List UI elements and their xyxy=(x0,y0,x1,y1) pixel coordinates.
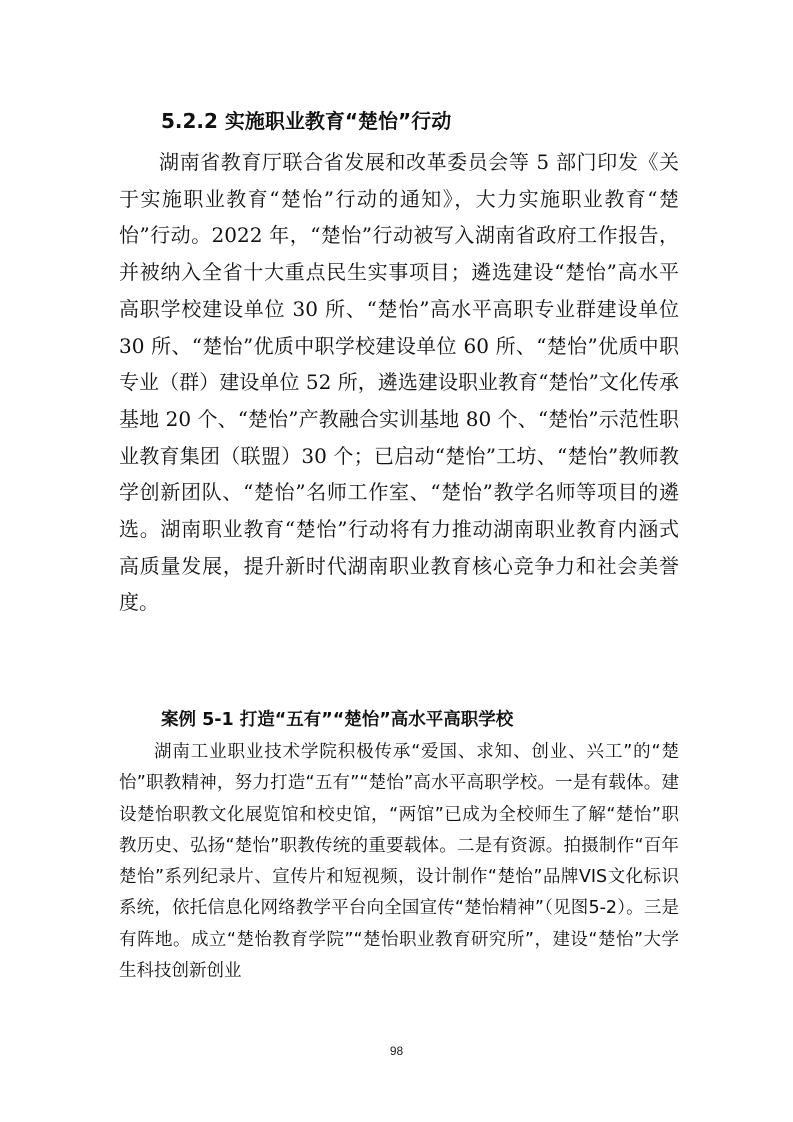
page-number: 98 xyxy=(389,1044,404,1058)
section-paragraph: 湖南省教育厅联合省发展和改革委员会等 5 部门印发《关于实施职业教育“楚怡”行动的通知》，大力实施职业教育“楚怡”行动。2022 年，“楚怡”行动被写入湖南省政府工作报告，并被纳入全省十大重点民生实事项目；遴选建设“楚怡”高水平高职学校建设单位 30 所、“楚怡”高水平高职专业群建设单位 30 所、“楚怡”优质中职学校建设单位 60 所、“楚怡”优质中职专业（群）建设单位 52 所，遴选建设职业教育“楚怡”文化传承基地 20 个、“楚怡”产教融合实训基地 80 个、“楚怡”示范性职业教育集团（联盟）30 个；已启动“楚怡”工坊、“楚怡”教师教学创新团队、“楚怡”名师工作室、“楚怡”教学名师等项目的遴选。湖南职业教育“楚怡”行动将有力推动湖南职业教育内涵式高质量发展，提升新时代湖南职业教育核心竞争力和社会美誉度。 xyxy=(119,150,679,615)
case-title: 案例 5-1 打造“五有”“楚怡”高水平高职学校 xyxy=(161,710,514,730)
case-body: 湖南工业职业技术学院积极传承“爱国、求知、创业、兴工”的“楚怡”职教精神，努力打造“五有”“楚怡”高水平高职学校。一是有载体。建设楚怡职教文化展览馆和校史馆，“两馆”已成为全校师生了解“楚怡”职教历史、弘扬“楚怡”职教传统的重要载体。二是有资源。拍摄制作“百年楚怡”系列纪录片、宣传片和短视频，设计制作“楚怡”品牌VIS文化标识系统，依托信息化网络教学平台向全国宣传“楚怡精神”（见图5-2）。三是有阵地。成立“楚怡教育学院”“楚怡职业教育研究所”，建设“楚怡”大学生科技创新创业 xyxy=(119,742,679,982)
section-heading: 5.2.2 实施职业教育“楚怡”行动 xyxy=(161,109,452,133)
